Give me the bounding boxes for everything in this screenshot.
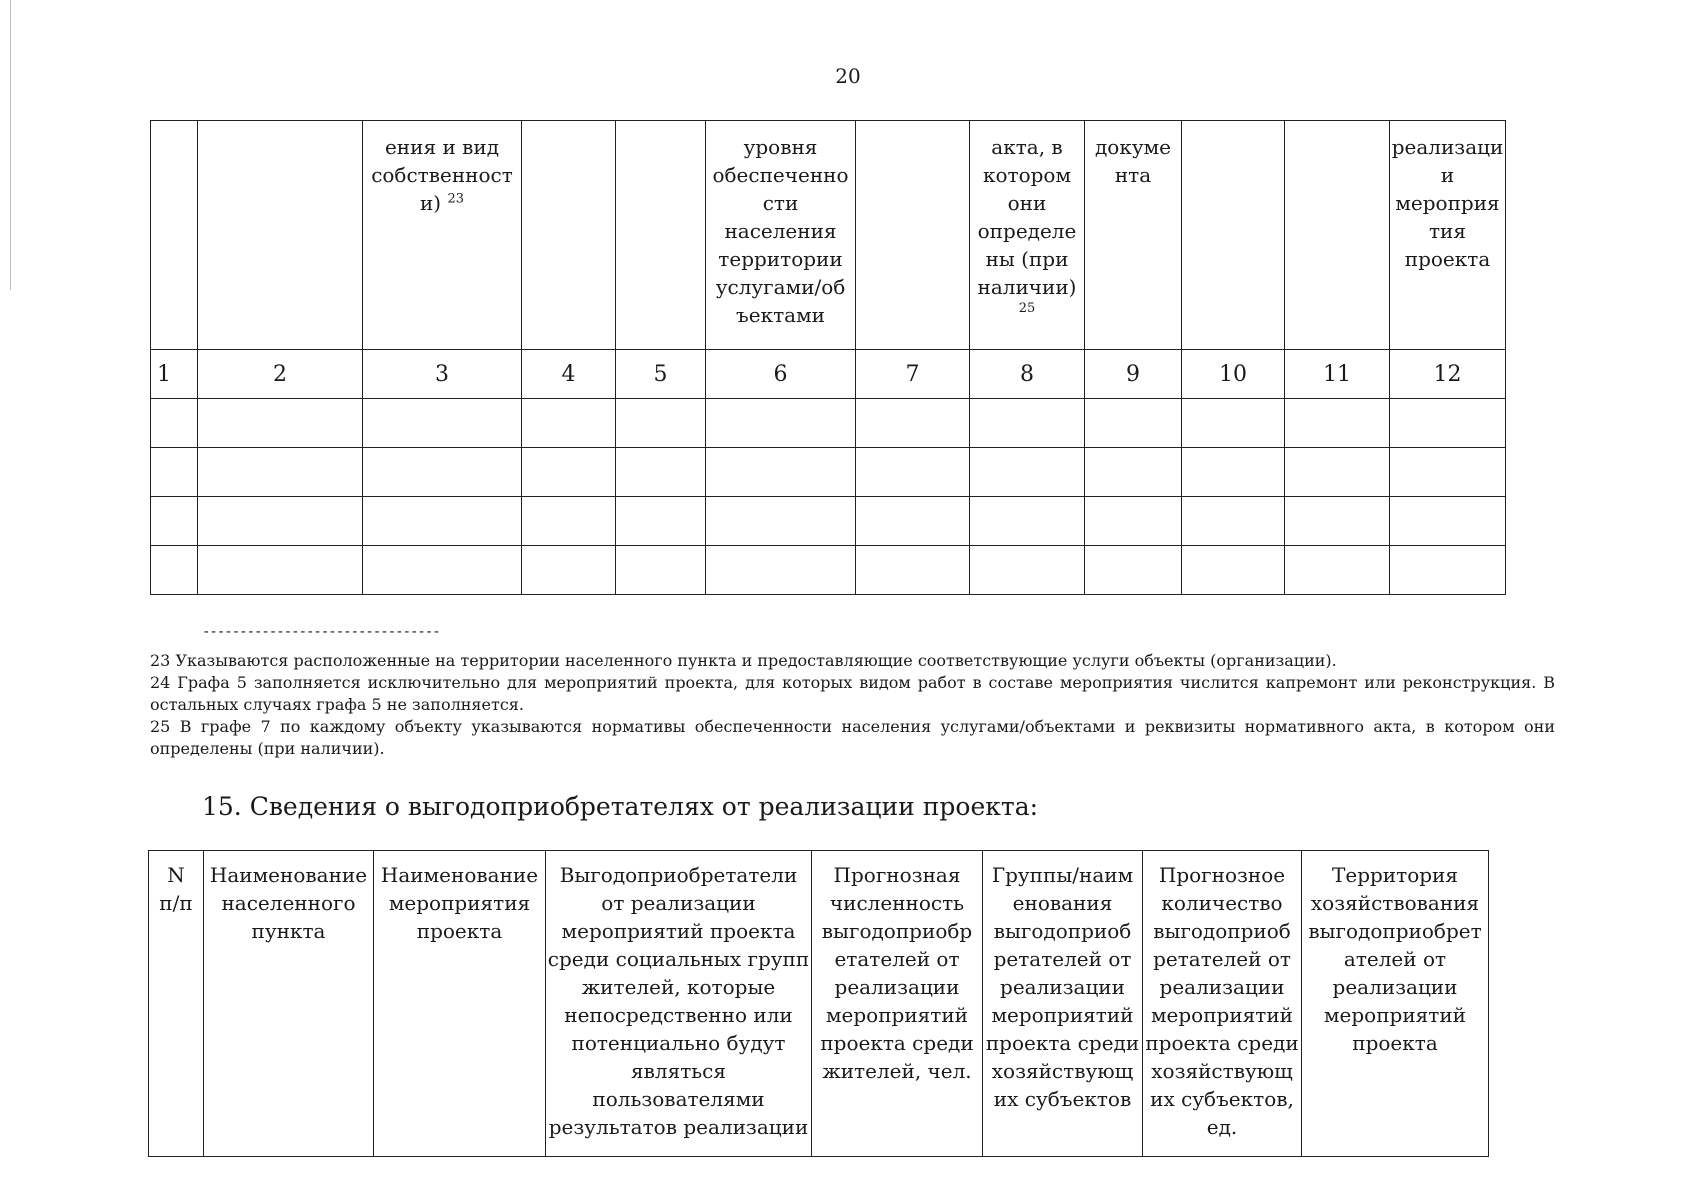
header-cell-number: N п/п: [149, 851, 204, 1157]
table-cell[interactable]: [1285, 448, 1390, 497]
table-row: [151, 546, 1506, 595]
table-cell[interactable]: [856, 497, 970, 546]
header-cell-7: [856, 121, 970, 350]
header-cell-settlement: Наименование населенного пункта: [204, 851, 374, 1157]
table-cell[interactable]: [198, 399, 363, 448]
table-cell[interactable]: [151, 448, 198, 497]
table-cell[interactable]: [616, 497, 706, 546]
table-cell[interactable]: [522, 399, 616, 448]
table-cell[interactable]: [856, 546, 970, 595]
table-cell[interactable]: [1390, 448, 1506, 497]
table-cell[interactable]: [706, 497, 856, 546]
table-cell[interactable]: [1182, 546, 1285, 595]
table-cell[interactable]: [1390, 497, 1506, 546]
column-number: 8: [970, 350, 1085, 399]
column-number: 5: [616, 350, 706, 399]
column-number: 9: [1085, 350, 1182, 399]
table-cell[interactable]: [198, 497, 363, 546]
footnote-24: 24 Графа 5 заполняется исключительно для мероприятий проекта, для которых видом работ в составе мероприятия числится капремонт или реконструкция. В остальных случаях графа 5 не заполняется.: [150, 673, 1555, 714]
column-number: 11: [1285, 350, 1390, 399]
beneficiaries-table: [148, 850, 1489, 1157]
table-cell[interactable]: [1085, 448, 1182, 497]
table-cell[interactable]: [706, 448, 856, 497]
table-cell[interactable]: [1085, 546, 1182, 595]
table-header-row: [149, 851, 1489, 1157]
table-cell[interactable]: [1085, 399, 1182, 448]
header-cell-beneficiaries: Выгодоприобретатели от реализации мероприятий проекта среди социальных групп жителей, которые непосредственно или потенциально будут являться пользователями результатов реализации: [546, 851, 812, 1157]
footnotes: [150, 650, 1555, 760]
table-cell[interactable]: [1182, 497, 1285, 546]
table-cell[interactable]: [363, 546, 522, 595]
table-cell[interactable]: [856, 399, 970, 448]
page-number: 20: [835, 64, 861, 88]
column-number: 7: [856, 350, 970, 399]
table-header-row: [151, 121, 1506, 350]
table-cell[interactable]: [1285, 399, 1390, 448]
header-cell-2: [198, 121, 363, 350]
table-cell[interactable]: [1390, 399, 1506, 448]
table-cell[interactable]: [970, 448, 1085, 497]
column-number: 1: [151, 350, 198, 399]
table-cell[interactable]: [151, 399, 198, 448]
table-cell[interactable]: [616, 399, 706, 448]
header-cell-1: [151, 121, 198, 350]
table-cell[interactable]: [363, 399, 522, 448]
header-cell-territory: Территория хозяйствования выгодоприобрет ателей от реализации мероприятий проекта: [1302, 851, 1489, 1157]
table-cell[interactable]: [970, 546, 1085, 595]
footnote-ref-23: 23: [447, 191, 465, 207]
table-cell[interactable]: [198, 448, 363, 497]
table-cell[interactable]: [522, 546, 616, 595]
table-cell[interactable]: [706, 399, 856, 448]
table-cell[interactable]: [522, 448, 616, 497]
table-cell[interactable]: [151, 497, 198, 546]
header-cell-11: [1285, 121, 1390, 350]
column-number: 3: [363, 350, 522, 399]
table-cell[interactable]: [363, 448, 522, 497]
table-cell[interactable]: [198, 546, 363, 595]
table-cell[interactable]: [970, 497, 1085, 546]
footnote-25: 25 В графе 7 по каждому объекту указываются нормативы обеспеченности населения услугами/объектами и реквизиты нормативного акта, в котором они определены (при наличии).: [150, 717, 1555, 758]
table-cell[interactable]: [1085, 497, 1182, 546]
table-cell[interactable]: [706, 546, 856, 595]
header-cell-activity: Наименование мероприятия проекта: [374, 851, 546, 1157]
header-cell-12: реализаци и мероприя тия проекта: [1390, 121, 1506, 350]
table-row: [151, 399, 1506, 448]
table-cell[interactable]: [1285, 497, 1390, 546]
table-cell[interactable]: [522, 497, 616, 546]
table-row: [151, 497, 1506, 546]
header-cell-9: докуме нта: [1085, 121, 1182, 350]
table-cell[interactable]: [970, 399, 1085, 448]
table-cell[interactable]: [151, 546, 198, 595]
table-cell[interactable]: [1182, 399, 1285, 448]
objects-table: [150, 120, 1506, 595]
column-number: 10: [1182, 350, 1285, 399]
scan-edge-line: [10, 0, 11, 290]
table-row: [151, 448, 1506, 497]
header-cell-business-count: Прогнозное количество выгодоприоб ретателей от реализации мероприятий проекта среди хозяйствующ их субъектов, ед.: [1143, 851, 1302, 1157]
table-cell[interactable]: [363, 497, 522, 546]
table-cell[interactable]: [1285, 546, 1390, 595]
footnote-23: 23 Указываются расположенные на территории населенного пункта и предоставляющие соответствующие услуги объекты (организации).: [150, 651, 1337, 670]
column-number: 6: [706, 350, 856, 399]
header-cell-4: [522, 121, 616, 350]
table-cell[interactable]: [856, 448, 970, 497]
header-cell-3: ения и вид собственност и) $^{23}$: [363, 121, 522, 350]
header-cell-resident-count: Прогнозная численность выгодоприобр етателей от реализации мероприятий проекта среди жителей, чел.: [812, 851, 983, 1157]
column-number: 2: [198, 350, 363, 399]
table-cell[interactable]: [616, 546, 706, 595]
table-cell[interactable]: [1390, 546, 1506, 595]
header-cell-10: [1182, 121, 1285, 350]
column-number: 4: [522, 350, 616, 399]
column-number: 12: [1390, 350, 1506, 399]
column-number-row: [151, 350, 1506, 399]
header-cell-6: уровня обеспеченно сти населения территории услугами/об ъектами: [706, 121, 856, 350]
section-title: 15. Сведения о выгодоприобретателях от реализации проекта:: [202, 792, 1039, 821]
header-cell-business-groups: Группы/наим енования выгодоприоб ретателей от реализации мероприятий проекта среди хозяйствующ их субъектов: [983, 851, 1143, 1157]
header-cell-8: акта, в котором они определе ны (при наличии) 25: [970, 121, 1085, 350]
table-cell[interactable]: [1182, 448, 1285, 497]
header-cell-5: [616, 121, 706, 350]
footnote-ref-25: 25: [1018, 301, 1036, 316]
footnote-separator: --------------------------------: [202, 624, 440, 640]
table-cell[interactable]: [616, 448, 706, 497]
